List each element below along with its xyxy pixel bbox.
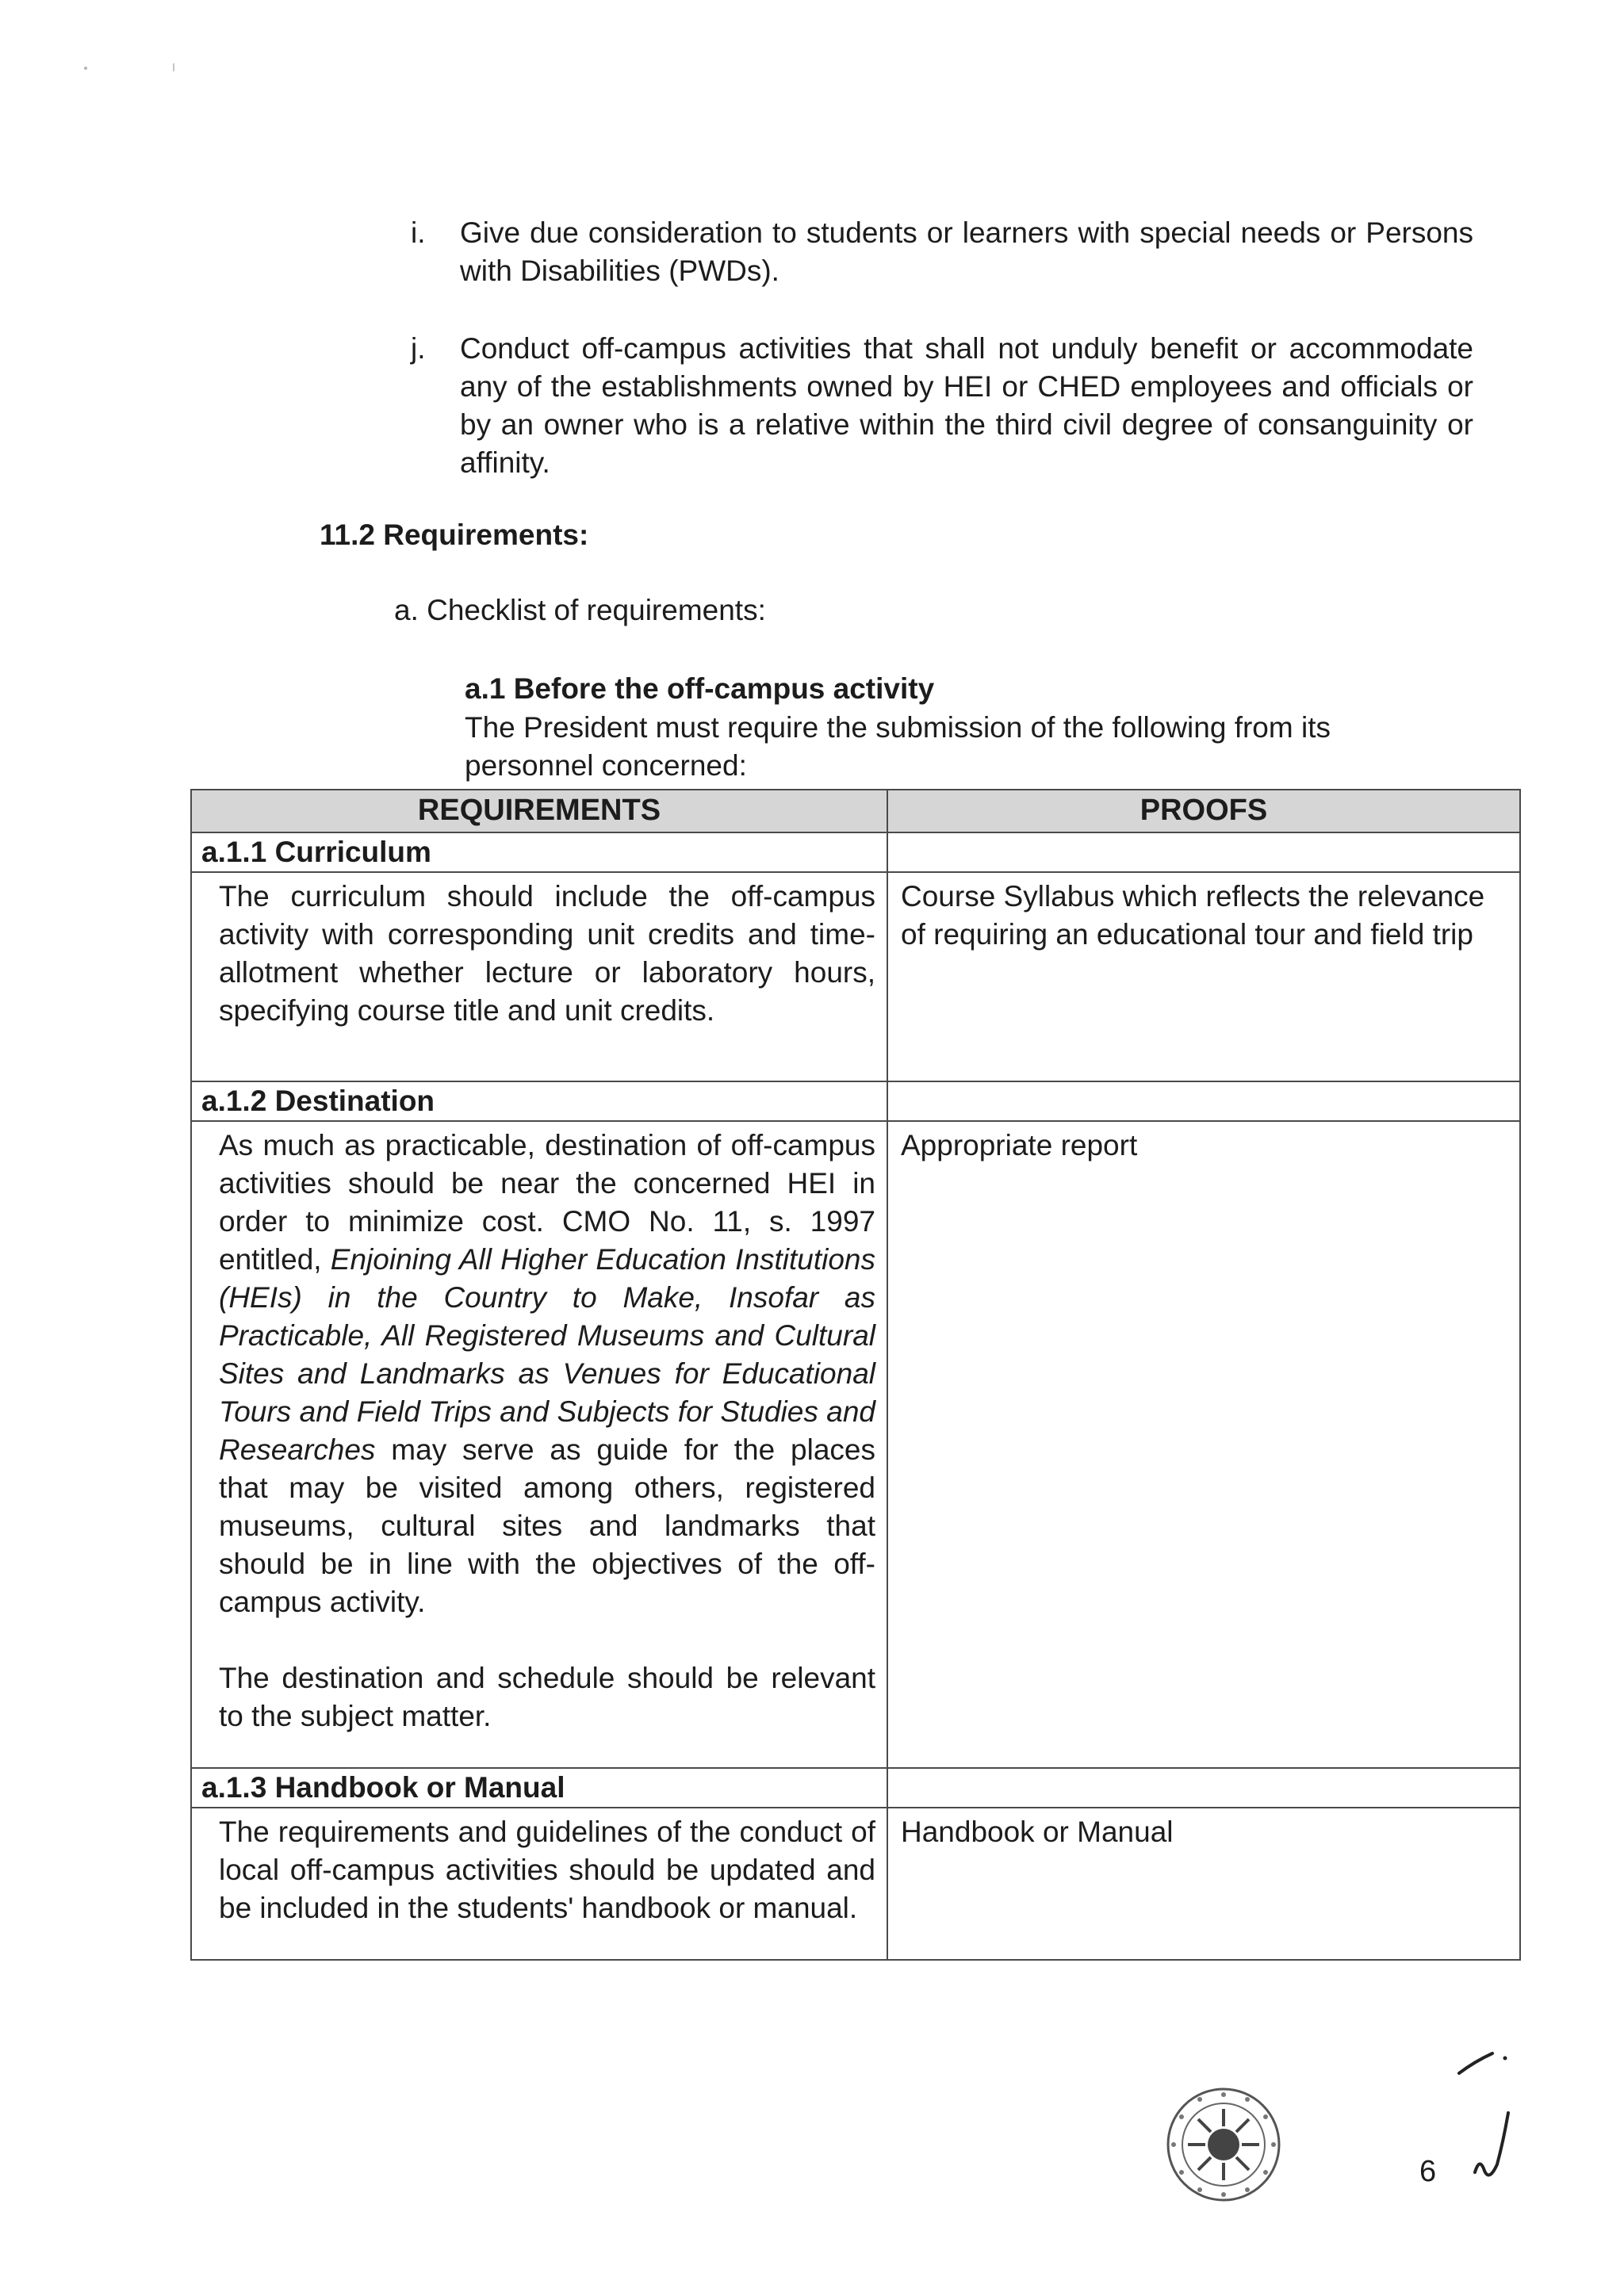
table-row [191,1808,1520,1960]
handwritten-initials-icon [1451,2038,1546,2196]
list-item-text: Give due consideration to students or learners with special needs or Persons with Disabilities (PWDs). [460,216,1473,287]
page-number: 6 [1419,2155,1437,2188]
empty-cell [887,1768,1520,1808]
ched-seal-icon [1164,2085,1283,2204]
proof-text: Handbook or Manual [887,1808,1520,1960]
checklist-label: a. Checklist of requirements: [394,594,766,626]
table-row [191,872,1520,1081]
requirement-paragraph: The requirements and guidelines of the conduct of local off-campus activities should be updated and be included in the students' handbook or manual. [219,1816,875,1924]
list-item-text: Conduct off-campus activities that shall not unduly benefit or accommodate any of the establishments owned by HEI or CHED employees and officials or by an owner who is a relative within the third civil degree of consanguinity or affinity. [460,332,1473,479]
requirement-text [191,1121,887,1768]
row-title: a.1.1 Curriculum [191,832,887,872]
requirement-paragraph [219,1127,875,1621]
list-marker: i. [411,216,426,249]
table-row [191,1121,1520,1768]
empty-cell [887,832,1520,872]
subsection-intro: The President must require the submission of the following from its personnel concerned: [465,711,1331,782]
list-marker: j. [411,332,426,365]
proof-text: Course Syllabus which reflects the relevance of requiring an educational tour and field trip [887,872,1520,1081]
table-header-row [191,790,1520,832]
row-title: a.1.2 Destination [191,1081,887,1121]
list-item-i [411,214,1473,290]
requirement-text [191,872,887,1081]
scan-marks [79,62,190,78]
proof-text: Appropriate report [887,1121,1520,1768]
section-heading: 11.2 Requirements: [320,519,589,551]
header-proofs: PROOFS [887,790,1520,832]
header-requirements: REQUIREMENTS [191,790,887,832]
table-row-section [191,1081,1520,1121]
text-segment: may serve as guide for the places that may be visited among others, registered museums, cultural sites and landmarks that should be in line with the objectives of the off-campus activity. [219,1433,875,1618]
table-row-section [191,832,1520,872]
requirement-paragraph: The curriculum should include the off-campus activity with corresponding unit credits and time-allotment whether lecture or laboratory hours, specifying course title and unit credits. [219,880,875,1027]
requirements-table [190,789,1521,1961]
row-title: a.1.3 Handbook or Manual [191,1768,887,1808]
cmo-title: Enjoining All Higher Education Institutions (HEIs) in the Country to Make, Insofar as Practicable, All Registered Museums and Cultural Sites and Landmarks as Venues for Educational Tours and Field Trips and Subjects for Studies and Researches [219,1243,875,1466]
empty-cell [887,1081,1520,1121]
table-row-section [191,1768,1520,1808]
requirement-paragraph: The destination and schedule should be relevant to the subject matter. [219,1662,875,1732]
list-item-j [411,330,1473,482]
subsection-heading: a.1 Before the off-campus activity [465,672,935,705]
text-segment: As much as practicable, destination of off-campus activities should be near the concerned HEI in order to minimize cost. CMO No. 11, s. 1997 entitled, [219,1129,875,1276]
requirement-text [191,1808,887,1960]
